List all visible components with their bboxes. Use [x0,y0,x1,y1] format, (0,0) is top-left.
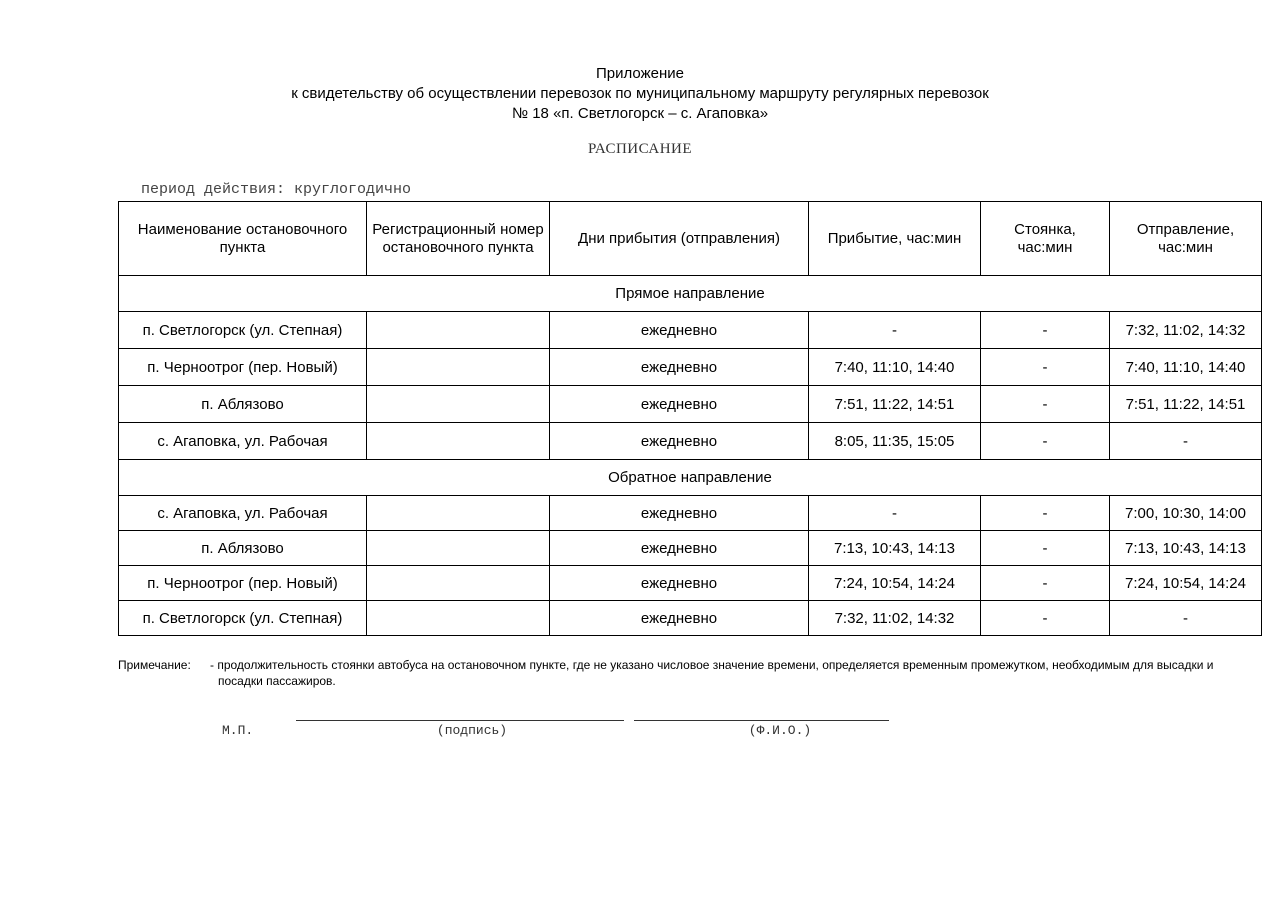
reg-number-cell [367,601,550,636]
reg-number-cell [367,312,550,349]
departure-cell: - [1110,423,1262,460]
arrival-cell: 7:13, 10:43, 14:13 [809,531,981,566]
days-cell: ежедневно [550,312,809,349]
stop-duration-cell: - [981,566,1110,601]
departure-cell: 7:13, 10:43, 14:13 [1110,531,1262,566]
days-cell: ежедневно [550,496,809,531]
section-row [119,276,1262,312]
signature-caption: (подпись) [436,723,508,738]
validity-period: период действия: круглогодично [141,181,412,198]
section-title: Обратное направление [119,460,1262,496]
arrival-cell: 8:05, 11:35, 15:05 [809,423,981,460]
table-row [119,386,1262,423]
stop-name-cell: с. Агаповка, ул. Рабочая [119,423,367,460]
reg-number-cell [367,496,550,531]
note-text: - продолжительность стоянки автобуса на остановочном пункте, где не указано числовое значение времени, определяется временным промежутком, необходимым для высадки и посадки пассажиров. [210,658,1214,688]
stop-name-cell: п. Аблязово [119,531,367,566]
section-row [119,460,1262,496]
reg-number-cell [367,349,550,386]
schedule-body [119,276,1262,636]
days-cell: ежедневно [550,349,809,386]
column-header-departure: Отправление, час:мин [1110,202,1262,276]
column-header-stop-name: Наименование остановочного пункта [119,202,367,276]
column-header-reg-number: Регистрационный номер остановочного пункта [367,202,550,276]
stop-duration-cell: - [981,349,1110,386]
stop-duration-cell: - [981,423,1110,460]
column-header-days: Дни прибытия (отправления) [550,202,809,276]
signature-line [296,720,624,721]
departure-cell: 7:40, 11:10, 14:40 [1110,349,1262,386]
appendix-subtitle: к свидетельству об осуществлении перевозок по муниципальному маршруту регулярных перевозок [291,85,989,102]
table-row [119,312,1262,349]
reg-number-cell [367,423,550,460]
stop-name-cell: п. Черноотрог (пер. Новый) [119,349,367,386]
days-cell: ежедневно [550,531,809,566]
table-row [119,349,1262,386]
table-row [119,601,1262,636]
reg-number-cell [367,566,550,601]
signature-block [0,712,1280,752]
table-row [119,423,1262,460]
reg-number-cell [367,531,550,566]
stop-duration-cell: - [981,312,1110,349]
days-cell: ежедневно [550,601,809,636]
document-header [0,64,1280,124]
stop-duration-cell: - [981,601,1110,636]
arrival-cell: - [809,496,981,531]
stop-name-cell: п. Черноотрог (пер. Новый) [119,566,367,601]
reg-number-cell [367,386,550,423]
schedule-title: РАСПИСАНИЕ [587,141,693,157]
stop-name-cell: с. Агаповка, ул. Рабочая [119,496,367,531]
stamp-place-label: М.П. [222,723,254,738]
arrival-cell: 7:40, 11:10, 14:40 [809,349,981,386]
arrival-cell: 7:24, 10:54, 14:24 [809,566,981,601]
column-header-stop-duration: Стоянка, час:мин [981,202,1110,276]
arrival-cell: 7:51, 11:22, 14:51 [809,386,981,423]
column-header-arrival: Прибытие, час:мин [809,202,981,276]
section-title: Прямое направление [119,276,1262,312]
stop-duration-cell: - [981,531,1110,566]
schedule-table [118,201,1262,636]
table-row [119,496,1262,531]
name-caption: (Ф.И.О.) [748,723,812,738]
table-row [119,531,1262,566]
name-line [634,720,889,721]
departure-cell: 7:00, 10:30, 14:00 [1110,496,1262,531]
table-header-row [119,202,1262,276]
stop-duration-cell: - [981,386,1110,423]
appendix-title: Приложение [596,65,684,82]
table-row [119,566,1262,601]
days-cell: ежедневно [550,386,809,423]
stop-name-cell: п. Светлогорск (ул. Степная) [119,601,367,636]
departure-cell: - [1110,601,1262,636]
departure-cell: 7:51, 11:22, 14:51 [1110,386,1262,423]
arrival-cell: 7:32, 11:02, 14:32 [809,601,981,636]
stop-duration-cell: - [981,496,1110,531]
days-cell: ежедневно [550,423,809,460]
departure-cell: 7:32, 11:02, 14:32 [1110,312,1262,349]
departure-cell: 7:24, 10:54, 14:24 [1110,566,1262,601]
days-cell: ежедневно [550,566,809,601]
stop-name-cell: п. Аблязово [119,386,367,423]
arrival-cell: - [809,312,981,349]
note-label: Примечание: [118,658,191,672]
route-name: № 18 «п. Светлогорск – с. Агаповка» [511,105,769,122]
stop-name-cell: п. Светлогорск (ул. Степная) [119,312,367,349]
